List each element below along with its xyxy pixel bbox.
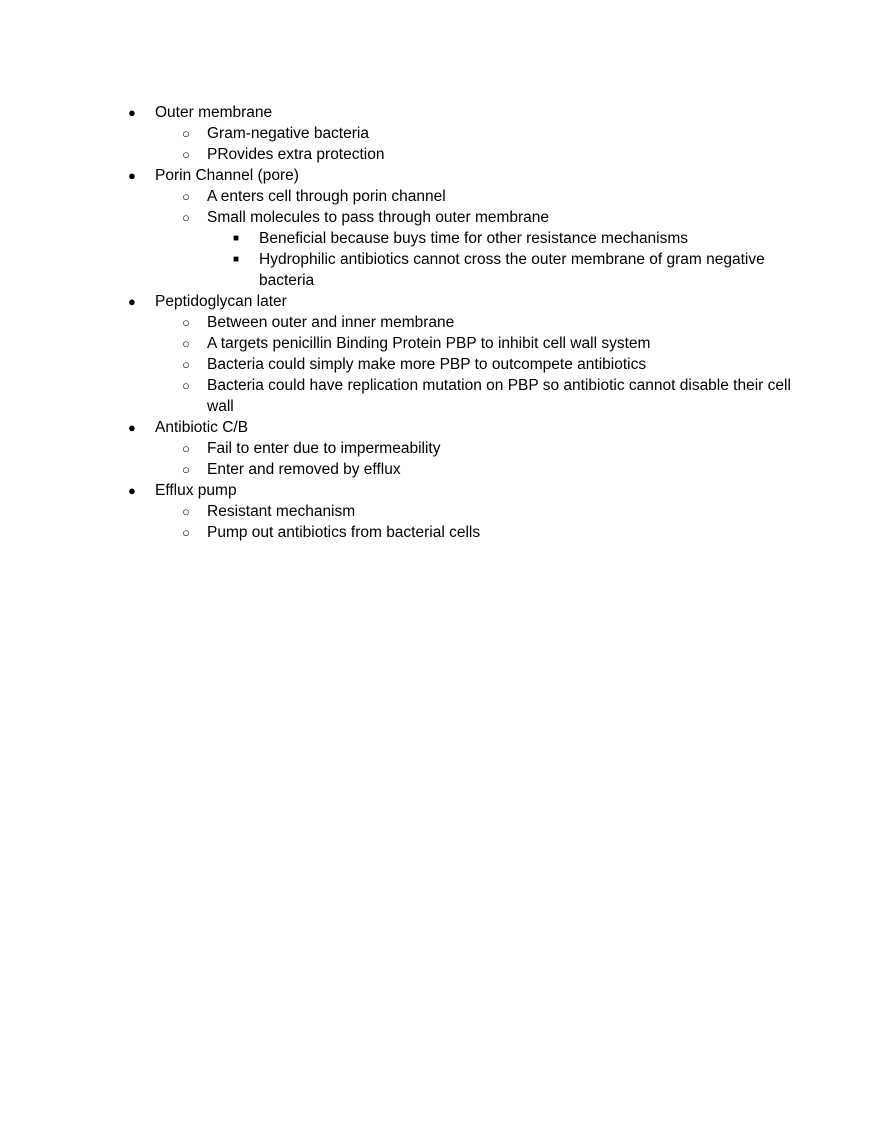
hollow-circle-bullet-icon: ○ <box>182 210 190 225</box>
list-item-text: Hydrophilic antibiotics cannot cross the outer membrane of gram negative bacteria <box>259 251 765 289</box>
list-item-text: Bacteria could simply make more PBP to outcompete antibiotics <box>207 356 647 373</box>
list-item <box>0 354 880 375</box>
list-item <box>0 312 880 333</box>
list-item <box>0 249 880 291</box>
hollow-circle-bullet-icon: ○ <box>182 126 190 141</box>
filled-circle-bullet-icon: ● <box>128 483 136 498</box>
list-item <box>0 522 880 543</box>
list-item <box>0 438 880 459</box>
list-item-text: Small molecules to pass through outer membrane <box>207 209 550 226</box>
list-item <box>0 375 880 417</box>
list-item <box>0 165 880 186</box>
filled-circle-bullet-icon: ● <box>128 294 136 309</box>
list-item-text: Between outer and inner membrane <box>207 314 455 331</box>
filled-circle-bullet-icon: ● <box>128 168 136 183</box>
list-item <box>0 186 880 207</box>
list-item <box>0 459 880 480</box>
hollow-circle-bullet-icon: ○ <box>182 504 190 519</box>
hollow-circle-bullet-icon: ○ <box>182 315 190 330</box>
list-item <box>0 228 880 249</box>
hollow-circle-bullet-icon: ○ <box>182 189 190 204</box>
list-item-text: A enters cell through porin channel <box>207 188 446 205</box>
hollow-circle-bullet-icon: ○ <box>182 441 190 456</box>
list-item-text: Peptidoglycan later <box>155 293 287 310</box>
filled-circle-bullet-icon: ● <box>128 420 136 435</box>
hollow-circle-bullet-icon: ○ <box>182 357 190 372</box>
list-item <box>0 207 880 228</box>
list-item <box>0 144 880 165</box>
hollow-circle-bullet-icon: ○ <box>182 336 190 351</box>
list-item <box>0 417 880 438</box>
hollow-circle-bullet-icon: ○ <box>182 147 190 162</box>
list-item-text: Gram-negative bacteria <box>207 125 369 142</box>
list-item-text: Bacteria could have replication mutation on PBP so antibiotic cannot disable their cell wall <box>207 377 791 415</box>
list-item-text: Beneficial because buys time for other resistance mechanisms <box>259 230 689 247</box>
list-item <box>0 333 880 354</box>
list-item-text: Pump out antibiotics from bacterial cells <box>207 524 481 541</box>
list-item <box>0 291 880 312</box>
list-item-text: Fail to enter due to impermeability <box>207 440 441 457</box>
hollow-circle-bullet-icon: ○ <box>182 525 190 540</box>
hollow-circle-bullet-icon: ○ <box>182 462 190 477</box>
list-item <box>0 102 880 123</box>
square-bullet-icon: ■ <box>233 254 240 265</box>
list-item <box>0 480 880 501</box>
list-item-text: Porin Channel (pore) <box>155 167 299 184</box>
list-item <box>0 123 880 144</box>
list-item-text: Resistant mechanism <box>207 503 356 520</box>
list-item <box>0 501 880 522</box>
bullet-outline <box>0 102 880 543</box>
list-item-text: Efflux pump <box>155 482 237 499</box>
square-bullet-icon: ■ <box>233 233 240 244</box>
list-item-text: A targets penicillin Binding Protein PBP to inhibit cell wall system <box>207 335 651 352</box>
list-item-text: Enter and removed by efflux <box>207 461 401 478</box>
hollow-circle-bullet-icon: ○ <box>182 378 190 393</box>
list-item-text: Antibiotic C/B <box>155 419 249 436</box>
filled-circle-bullet-icon: ● <box>128 105 136 120</box>
list-item-text: Outer membrane <box>155 104 273 121</box>
list-item-text: PRovides extra protection <box>207 146 385 163</box>
